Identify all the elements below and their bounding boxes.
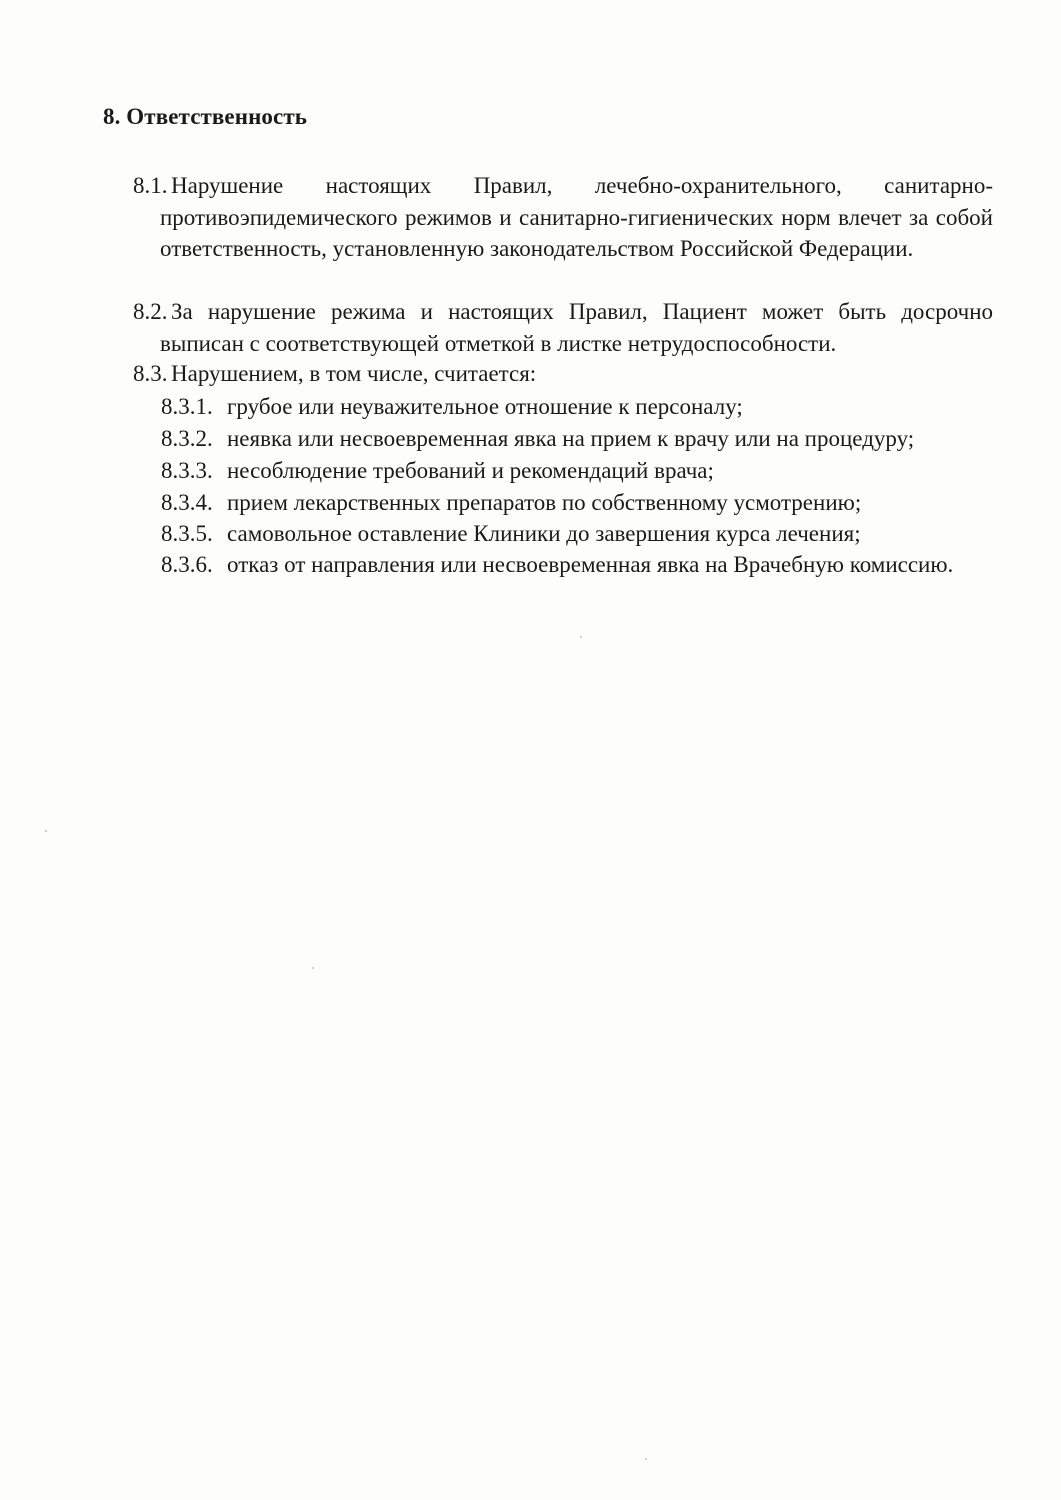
clause-text: Нарушение настоящих Правил, лечебно-охранительного, санитарно-противоэпидемического режимов и санитарно-гигиенических норм влечет за собой ответственность, установленную законодательством Российской Федерации. — [160, 173, 993, 261]
subclause-8-3-4 — [161, 487, 989, 519]
subclause-8-3-1 — [161, 391, 989, 423]
subclause-number: 8.3.5. — [161, 521, 213, 546]
subclause-8-3-5 — [161, 518, 989, 550]
clause-number: 8.1. — [133, 173, 168, 198]
subclause-8-3-3 — [161, 455, 989, 487]
section-title: 8. Ответственность — [103, 104, 308, 129]
subclause-number: 8.3.3. — [161, 458, 213, 483]
scan-speck — [580, 636, 582, 638]
subclause-text: неявка или несвоевременная явка на прием к врачу или на процедуру; — [227, 426, 915, 451]
subclause-8-3-2 — [161, 423, 989, 455]
clause-text: Нарушением, в том числе, считается: — [171, 361, 537, 386]
clause-8-1 — [133, 170, 993, 265]
subclause-8-3-6 — [161, 549, 989, 581]
clause-number: 8.3. — [133, 361, 168, 386]
subclause-text: отказ от направления или несвоевременная явка на Врачебную комиссию. — [227, 552, 954, 577]
clause-text: За нарушение режима и настоящих Правил, Пациент может быть досрочно выписан с соответствующей отметкой в листке нетрудоспособности. — [160, 299, 993, 356]
scan-speck — [312, 967, 314, 969]
clause-8-3 — [133, 358, 993, 390]
subclause-number: 8.3.6. — [161, 552, 213, 577]
subclause-text: самовольное оставление Клиники до завершения курса лечения; — [227, 521, 861, 546]
subclause-number: 8.3.1. — [161, 394, 213, 419]
clause-8-2 — [133, 296, 993, 359]
scan-speck — [45, 830, 47, 832]
clause-number: 8.2. — [133, 299, 168, 324]
subclause-number: 8.3.2. — [161, 426, 213, 451]
subclause-text: прием лекарственных препаратов по собственному усмотрению; — [227, 490, 862, 515]
subclause-text: грубое или неуважительное отношение к персоналу; — [227, 394, 743, 419]
scan-speck — [645, 1458, 647, 1460]
subclause-number: 8.3.4. — [161, 490, 213, 515]
subclause-text: несоблюдение требований и рекомендаций врача; — [227, 458, 714, 483]
